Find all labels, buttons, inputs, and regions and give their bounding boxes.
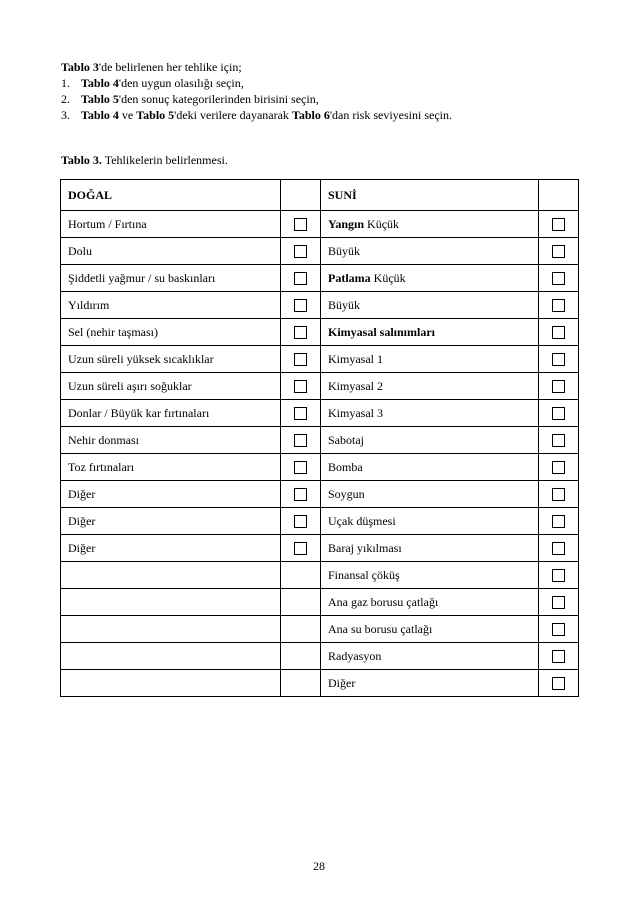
natural-hazard-checkbox[interactable]	[294, 299, 307, 312]
natural-hazard-label	[61, 643, 281, 670]
natural-hazard-label: Yıldırım	[61, 292, 281, 319]
manmade-checkbox-cell	[539, 211, 579, 238]
manmade-hazard-cell	[321, 211, 539, 238]
table-row	[61, 481, 579, 508]
manmade-hazard-cell	[321, 265, 539, 292]
natural-hazard-checkbox[interactable]	[294, 515, 307, 528]
natural-checkbox-cell	[281, 211, 321, 238]
table-row	[61, 616, 579, 643]
natural-hazard-label	[61, 616, 281, 643]
manmade-hazard-cell	[321, 373, 539, 400]
instruction-text: 'dan risk seviyesini seçin.	[329, 108, 452, 122]
manmade-hazard-label: Küçük	[370, 270, 406, 285]
natural-checkbox-cell	[281, 454, 321, 481]
manmade-hazard-checkbox[interactable]	[552, 650, 565, 663]
manmade-hazard-cell	[321, 319, 539, 346]
table-row	[61, 238, 579, 265]
manmade-hazard-checkbox[interactable]	[552, 569, 565, 582]
manmade-hazard-cell	[321, 346, 539, 373]
natural-hazard-label	[61, 670, 281, 697]
natural-checkbox-cell	[281, 346, 321, 373]
natural-hazard-label	[61, 562, 281, 589]
natural-hazard-checkbox[interactable]	[294, 353, 307, 366]
natural-hazard-label: Donlar / Büyük kar fırtınaları	[61, 400, 281, 427]
instruction-step-3	[61, 107, 601, 123]
manmade-hazard-label: Ana gaz borusu çatlağı	[328, 594, 439, 609]
natural-hazard-label: Diğer	[61, 508, 281, 535]
natural-hazard-checkbox[interactable]	[294, 407, 307, 420]
instruction-text: 'den sonuç kategorilerinden birisini seçin,	[118, 92, 319, 106]
manmade-hazard-cell	[321, 589, 539, 616]
caption-text: Tehlikelerin belirlenmesi.	[101, 153, 228, 167]
instruction-step-1	[61, 75, 601, 91]
manmade-checkbox-cell	[539, 454, 579, 481]
table-row	[61, 643, 579, 670]
manmade-checkbox-cell	[539, 265, 579, 292]
natural-checkbox-cell	[281, 427, 321, 454]
table-row	[61, 400, 579, 427]
natural-checkbox-cell	[281, 481, 321, 508]
natural-hazard-label: Nehir donması	[61, 427, 281, 454]
manmade-hazard-checkbox[interactable]	[552, 596, 565, 609]
manmade-checkbox-cell	[539, 400, 579, 427]
natural-hazard-label: Şiddetli yağmur / su baskınları	[61, 265, 281, 292]
manmade-hazard-label: Sabotaj	[328, 432, 364, 447]
header-natural-check	[281, 180, 321, 211]
table-ref: Tablo 5	[136, 108, 175, 122]
instruction-text: 'deki verilere dayanarak	[174, 108, 292, 122]
page-number: 28	[313, 859, 325, 873]
table-row	[61, 319, 579, 346]
table-row	[61, 562, 579, 589]
table-row	[61, 670, 579, 697]
manmade-hazard-label: Küçük	[364, 216, 400, 231]
manmade-hazard-label: Kimyasal 1	[328, 351, 383, 366]
manmade-hazard-category: Patlama	[328, 270, 371, 285]
natural-hazard-label: Uzun süreli aşırı soğuklar	[61, 373, 281, 400]
natural-checkbox-cell	[281, 373, 321, 400]
manmade-hazard-label: Radyasyon	[328, 648, 382, 663]
instruction-line-intro	[61, 59, 601, 75]
natural-hazard-label: Sel (nehir taşması)	[61, 319, 281, 346]
natural-hazard-checkbox[interactable]	[294, 245, 307, 258]
header-manmade-check	[539, 180, 579, 211]
manmade-hazard-label: Diğer	[328, 675, 356, 690]
natural-checkbox-cell	[281, 292, 321, 319]
table-ref: Tablo 4	[81, 76, 119, 90]
manmade-checkbox-cell	[539, 319, 579, 346]
manmade-hazard-cell	[321, 427, 539, 454]
manmade-hazard-checkbox[interactable]	[552, 488, 565, 501]
manmade-checkbox-cell	[539, 643, 579, 670]
manmade-hazard-checkbox[interactable]	[552, 380, 565, 393]
table-row	[61, 265, 579, 292]
natural-checkbox-cell	[281, 238, 321, 265]
table-row	[61, 373, 579, 400]
manmade-hazard-label: Soygun	[328, 486, 365, 501]
manmade-hazard-checkbox[interactable]	[552, 353, 565, 366]
natural-checkbox-cell	[281, 319, 321, 346]
table-row	[61, 508, 579, 535]
natural-checkbox-cell	[281, 535, 321, 562]
manmade-hazard-cell	[321, 454, 539, 481]
natural-hazard-checkbox[interactable]	[294, 272, 307, 285]
natural-checkbox-cell	[281, 670, 321, 697]
header-natural: DOĞAL	[61, 180, 281, 211]
table-header-row	[61, 180, 579, 211]
table-row	[61, 346, 579, 373]
table-row	[61, 535, 579, 562]
step-number: 3.	[61, 108, 70, 122]
manmade-hazard-label: Kimyasal 2	[328, 378, 383, 393]
instructions	[61, 59, 601, 123]
manmade-hazard-label: Ana su borusu çatlağı	[328, 621, 433, 636]
caption-label: Tablo 3.	[61, 153, 102, 167]
manmade-checkbox-cell	[539, 346, 579, 373]
table-ref: Tablo 6	[291, 108, 330, 122]
natural-hazard-label: Uzun süreli yüksek sıcaklıklar	[61, 346, 281, 373]
manmade-hazard-cell	[321, 292, 539, 319]
natural-checkbox-cell	[281, 400, 321, 427]
natural-hazard-checkbox[interactable]	[294, 461, 307, 474]
manmade-hazard-checkbox[interactable]	[552, 623, 565, 636]
manmade-hazard-checkbox[interactable]	[552, 299, 565, 312]
manmade-hazard-label: Bomba	[328, 459, 363, 474]
manmade-checkbox-cell	[539, 562, 579, 589]
table-caption	[61, 153, 228, 168]
manmade-hazard-label: Finansal çöküş	[328, 567, 400, 582]
manmade-hazard-cell	[321, 535, 539, 562]
manmade-hazard-checkbox[interactable]	[552, 218, 565, 231]
manmade-checkbox-cell	[539, 427, 579, 454]
manmade-hazard-checkbox[interactable]	[552, 434, 565, 447]
table-row	[61, 292, 579, 319]
table-row	[61, 589, 579, 616]
manmade-checkbox-cell	[539, 481, 579, 508]
natural-hazard-checkbox[interactable]	[294, 488, 307, 501]
manmade-hazard-cell	[321, 481, 539, 508]
manmade-hazard-cell	[321, 400, 539, 427]
natural-hazard-checkbox[interactable]	[294, 218, 307, 231]
manmade-hazard-label: Uçak düşmesi	[328, 513, 396, 528]
manmade-hazard-checkbox[interactable]	[552, 677, 565, 690]
manmade-checkbox-cell	[539, 373, 579, 400]
manmade-hazard-checkbox[interactable]	[552, 515, 565, 528]
natural-checkbox-cell	[281, 643, 321, 670]
natural-hazard-label: Diğer	[61, 535, 281, 562]
manmade-hazard-checkbox[interactable]	[552, 245, 565, 258]
manmade-hazard-checkbox[interactable]	[552, 407, 565, 420]
manmade-hazard-label: Kimyasal 3	[328, 405, 383, 420]
natural-checkbox-cell	[281, 265, 321, 292]
natural-hazard-label: Toz fırtınaları	[61, 454, 281, 481]
natural-hazard-checkbox[interactable]	[294, 380, 307, 393]
manmade-checkbox-cell	[539, 535, 579, 562]
manmade-hazard-checkbox[interactable]	[552, 542, 565, 555]
natural-checkbox-cell	[281, 508, 321, 535]
manmade-checkbox-cell	[539, 238, 579, 265]
manmade-hazard-category: Yangın	[328, 216, 365, 231]
natural-checkbox-cell	[281, 562, 321, 589]
manmade-hazard-cell	[321, 508, 539, 535]
manmade-hazard-category: Kimyasal salınımları	[328, 324, 436, 339]
manmade-checkbox-cell	[539, 292, 579, 319]
manmade-hazard-cell	[321, 670, 539, 697]
hazard-table	[60, 179, 579, 697]
manmade-hazard-checkbox[interactable]	[552, 461, 565, 474]
manmade-checkbox-cell	[539, 616, 579, 643]
instruction-step-2	[61, 91, 601, 107]
manmade-hazard-cell	[321, 616, 539, 643]
natural-hazard-checkbox[interactable]	[294, 542, 307, 555]
manmade-hazard-checkbox[interactable]	[552, 272, 565, 285]
table-ref: Tablo 4	[81, 108, 119, 122]
instruction-text: ve	[118, 108, 137, 122]
instruction-text: 'de belirlenen her tehlike için;	[98, 60, 242, 74]
table-ref: Tablo 5	[81, 92, 119, 106]
instruction-text: 'den uygun olasılığı seçin,	[118, 76, 244, 90]
natural-hazard-label	[61, 589, 281, 616]
natural-hazard-label: Dolu	[61, 238, 281, 265]
step-number: 1.	[61, 76, 70, 90]
natural-hazard-checkbox[interactable]	[294, 434, 307, 447]
manmade-hazard-checkbox[interactable]	[552, 326, 565, 339]
step-number: 2.	[61, 92, 70, 106]
natural-hazard-checkbox[interactable]	[294, 326, 307, 339]
manmade-hazard-label: Büyük	[328, 243, 361, 258]
table-row	[61, 427, 579, 454]
manmade-hazard-cell	[321, 238, 539, 265]
manmade-hazard-label: Baraj yıkılması	[328, 540, 402, 555]
natural-hazard-label: Hortum / Fırtına	[61, 211, 281, 238]
manmade-checkbox-cell	[539, 670, 579, 697]
table-row	[61, 211, 579, 238]
table-row	[61, 454, 579, 481]
manmade-checkbox-cell	[539, 589, 579, 616]
manmade-hazard-cell	[321, 643, 539, 670]
manmade-hazard-cell	[321, 562, 539, 589]
manmade-hazard-label: Büyük	[328, 297, 361, 312]
natural-checkbox-cell	[281, 616, 321, 643]
header-manmade: SUNİ	[321, 180, 539, 211]
natural-checkbox-cell	[281, 589, 321, 616]
manmade-checkbox-cell	[539, 508, 579, 535]
table-ref: Tablo 3	[61, 60, 99, 74]
natural-hazard-label: Diğer	[61, 481, 281, 508]
